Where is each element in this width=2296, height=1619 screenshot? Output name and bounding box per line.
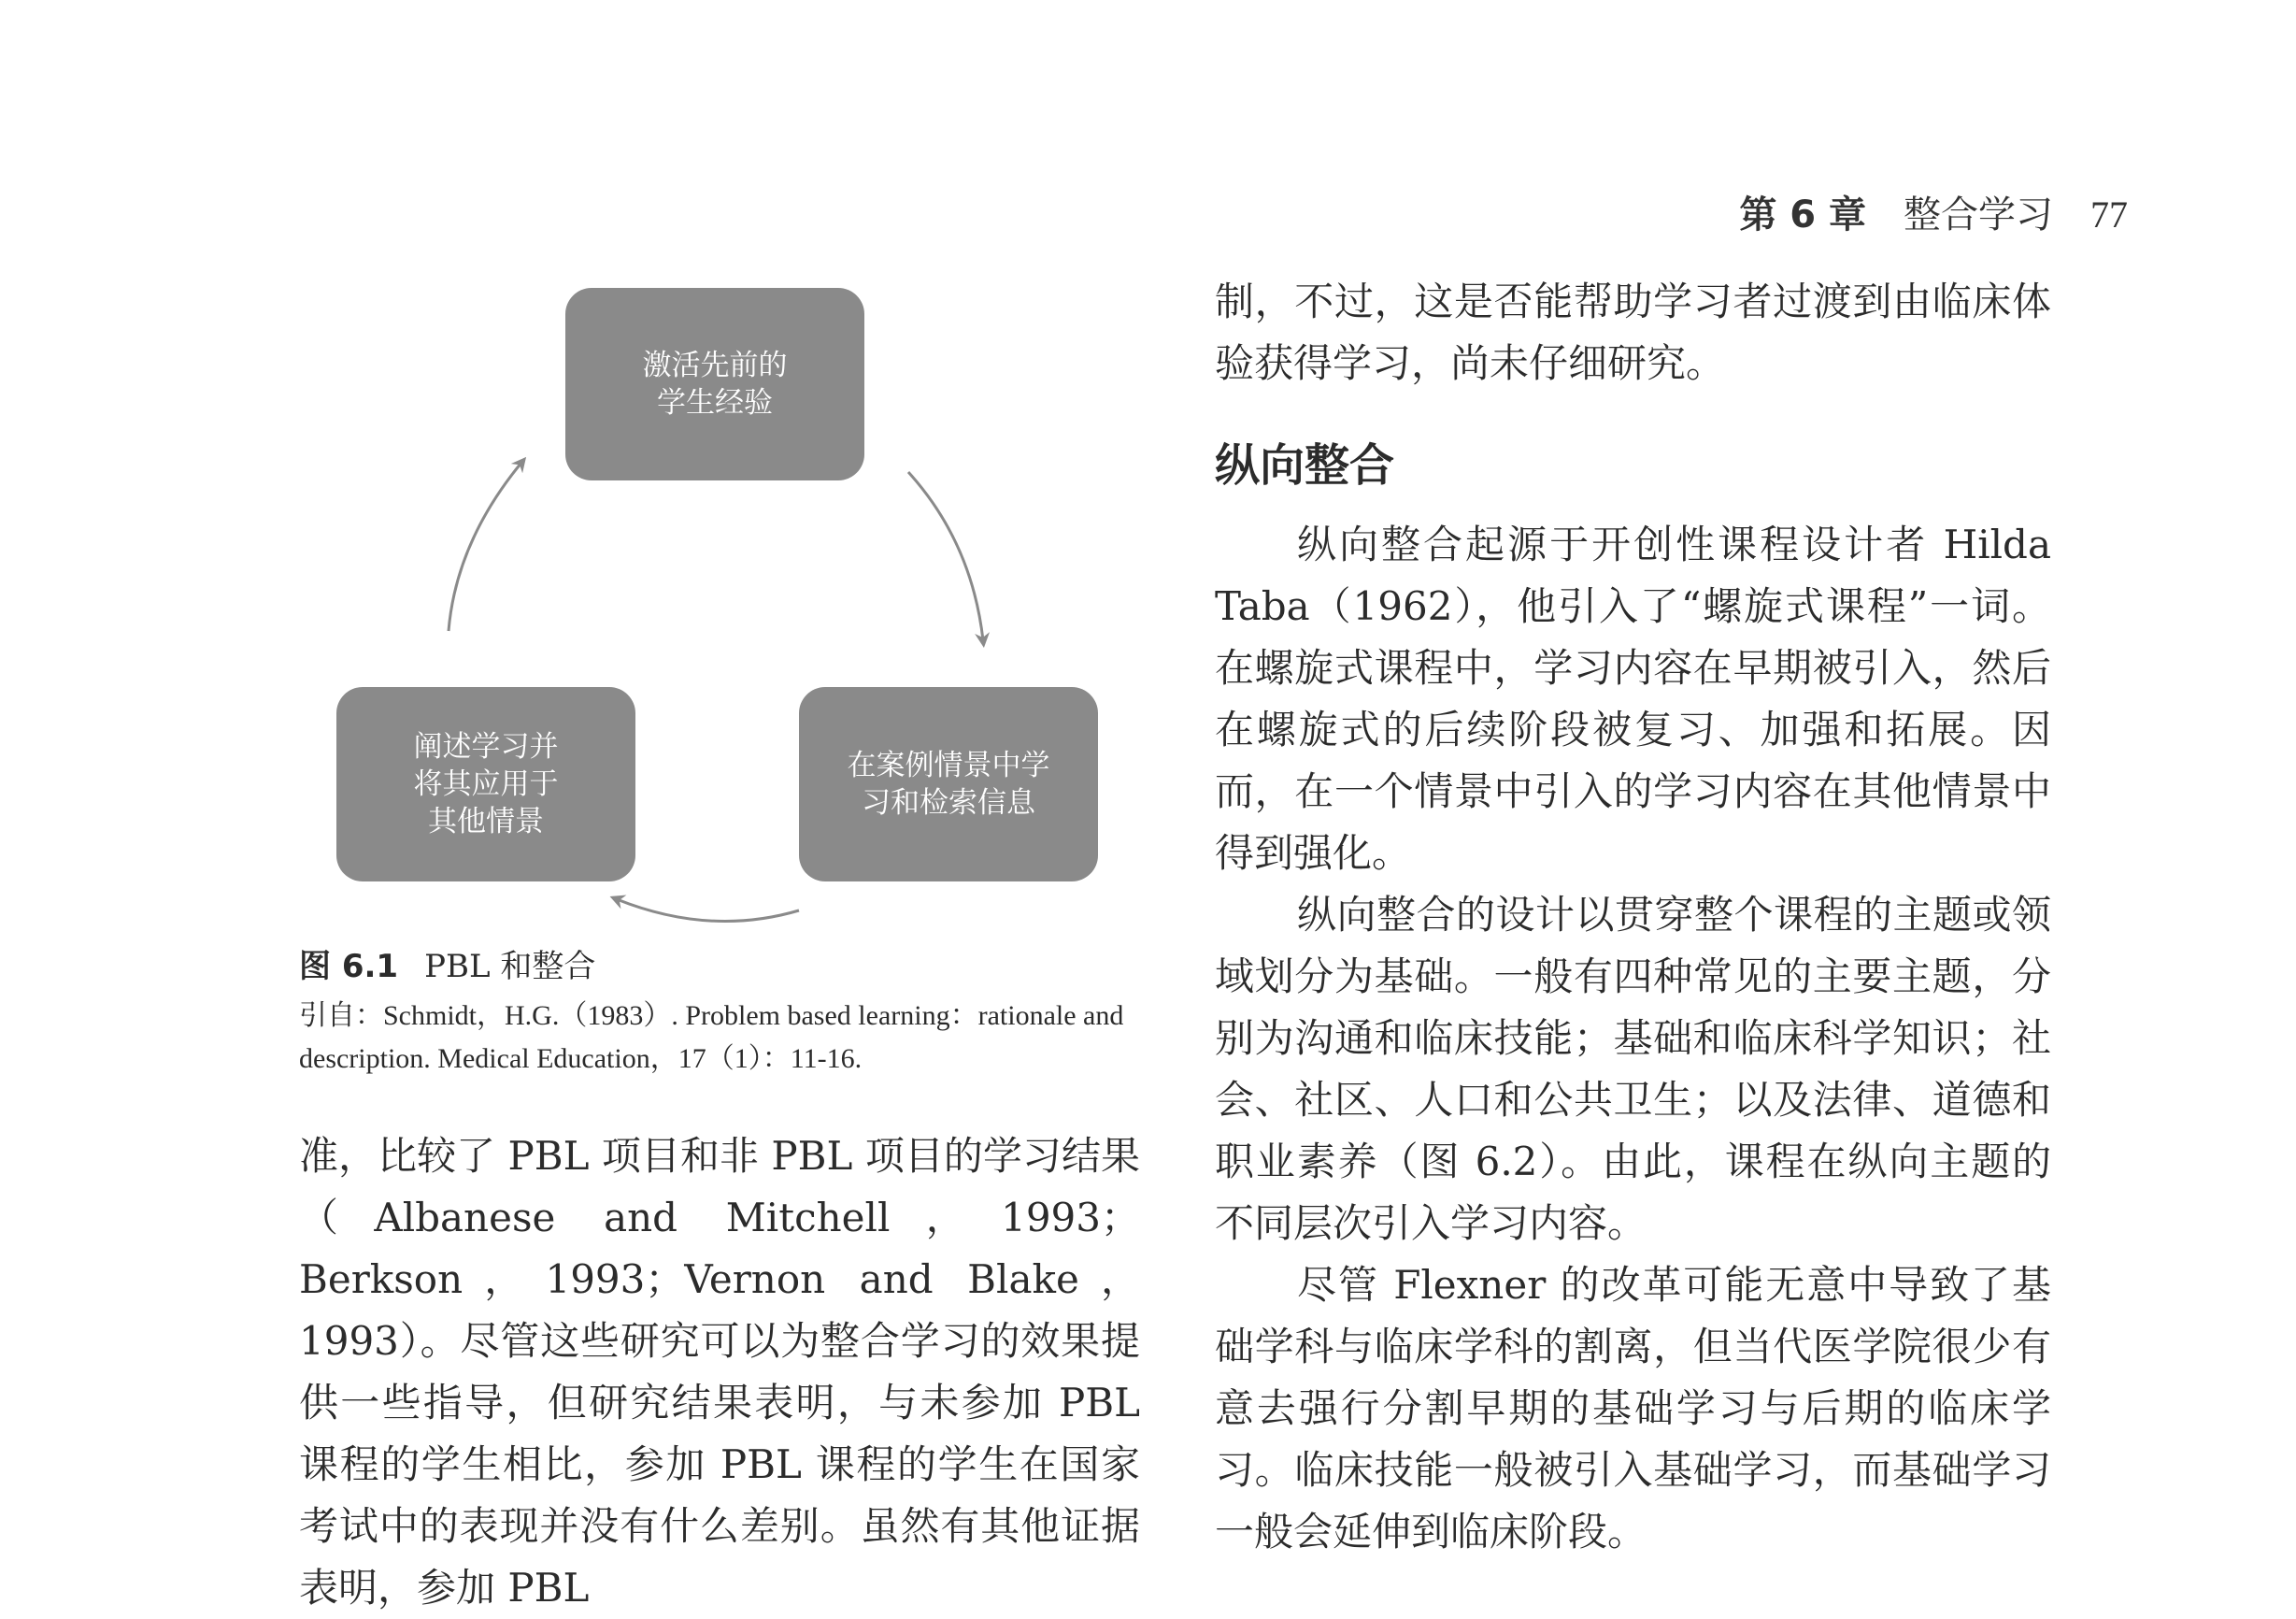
figure-pbl-cycle (299, 271, 1140, 944)
chapter-label: 第 6 章 (1739, 193, 1866, 236)
intro-paragraph: 制，不过，这是否能帮助学习者过渡到由临床体验获得学习，尚未仔细研究。 (1215, 279, 2051, 386)
figure-label: 图 6.1 (299, 948, 399, 985)
paragraph-3: 尽管 Flexner 的改革可能无意中导致了基础学科与临床学科的割离，但当代医学院很少有意去强行分割早期的基础学习与后期的临床学习。临床技能一般被引入基础学习，而基础学习一般会延伸到临床阶段。 (1215, 1262, 2051, 1555)
running-header (1739, 187, 2128, 243)
paragraph-1: 纵向整合起源于开创性课程设计者 Hilda Taba（1962），他引入了“螺旋式课程”一词。在螺旋式课程中，学习内容在早期被引入，然后在螺旋式的后续阶段被复习、加强和拓展。因而，在一个情景中引入的学习内容在其他情景中得到强化。 (1215, 522, 2051, 876)
figure-title: PBL 和整合 (424, 948, 596, 985)
arrow-left-to-top (449, 463, 521, 631)
figure-source: 引自：Schmidt，H.G.（1983）. Problem based learning：rationale and description. Medical Education，17（1）：11-16. (299, 1000, 1124, 1074)
node-elaborate-and-apply (336, 687, 635, 881)
left-body-text: 准，比较了 PBL 项目和非 PBL 项目的学习结果（Albanese and Mitchell，1993；Berkson，1993；Vernon and Blake，1993）。尽管这些研究可以为整合学习的效果提供一些指导，但研究结果表明，与未参加 PBL 课程的学生相比，参加 PBL 课程的学生在国家考试中的表现并没有什么差别。虽然有其他证据表明，参加 PBL (299, 1133, 1140, 1611)
page-number: 77 (2090, 193, 2128, 236)
node-learn-in-case-context (799, 687, 1098, 881)
section-label: 整合学习 (1904, 193, 2053, 236)
node-top-text: 激活先前的 学生经验 (642, 349, 788, 420)
arrow-top-to-right (908, 472, 983, 640)
paragraph-2: 纵向整合的设计以贯穿整个课程的主题或领域划分为基础。一般有四种常见的主要主题，分别为沟通和临床技能；基础和临床科学知识；社会、社区、人口和公共卫生；以及法律、道德和职业素养（图 6.2）。由此，课程在纵向主题的不同层次引入学习内容。 (1215, 892, 2051, 1246)
node-activate-prior-experience (565, 288, 864, 480)
right-column (1215, 271, 2051, 1563)
node-left-text: 阐述学习并 将其应用于 其他情景 (413, 730, 559, 838)
arrow-right-to-left (617, 899, 799, 922)
figure-caption (299, 944, 1140, 989)
node-right-text: 在案例情景中学 习和检索信息 (847, 749, 1050, 820)
section-heading: 纵向整合 (1215, 439, 1395, 492)
left-column (299, 271, 1140, 1619)
